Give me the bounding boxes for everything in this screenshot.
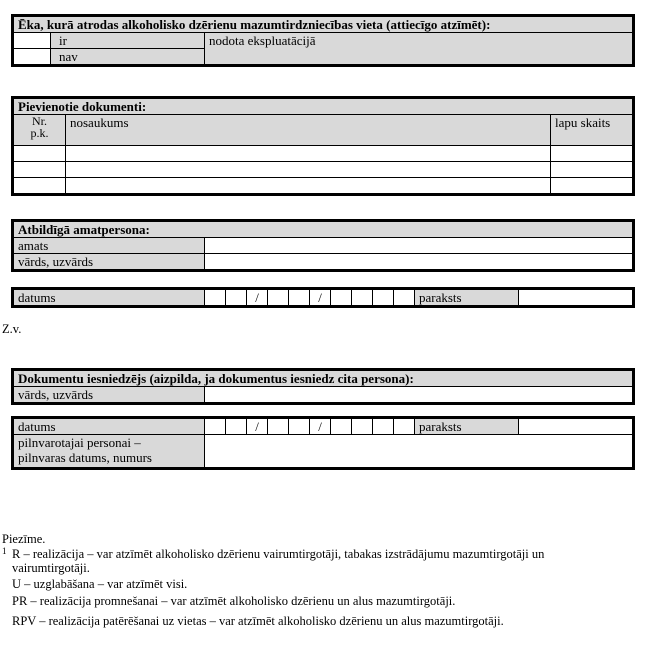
field-submitter-paraksts[interactable] [519, 419, 633, 435]
row1-name[interactable] [66, 146, 551, 162]
label-nodota: nodota ekspluatācijā [205, 33, 633, 65]
checkbox-ir[interactable] [14, 33, 51, 49]
note-rpv: RPV – realizācija patērēšanai uz vietas – var atzīmēt alkoholisko dzērienu un alus mazumtirgotāji. [12, 614, 504, 628]
label-pilnvaras-line1: pilnvarotajai personai – [18, 435, 141, 450]
label-paraksts: paraksts [415, 290, 519, 306]
label-amats: amats [14, 238, 205, 254]
label-nav: nav [51, 49, 205, 65]
field-paraksts[interactable] [519, 290, 633, 306]
row3-pages[interactable] [551, 178, 633, 194]
date-year-3[interactable] [373, 290, 394, 306]
sdate-year-4[interactable] [394, 419, 415, 435]
row1-pages[interactable] [551, 146, 633, 162]
col-pk-label: p.k. [30, 126, 49, 140]
row2-pages[interactable] [551, 162, 633, 178]
label-submitter-vards: vārds, uzvārds [14, 387, 205, 403]
label-submitter-paraksts: paraksts [415, 419, 519, 435]
submitter-section [11, 368, 635, 405]
row2-name[interactable] [66, 162, 551, 178]
note-r-line1: R – realizācija – var atzīmēt alkoholisko dzērienu vairumtirgotāji, tabakas izstrādājumu mazumtirgotāji un [12, 547, 545, 561]
col-lapu-skaits: lapu skaits [551, 115, 633, 146]
table-row [14, 178, 633, 194]
date-year-4[interactable] [394, 290, 415, 306]
label-vards: vārds, uzvārds [14, 254, 205, 270]
responsible-official-section [11, 219, 635, 272]
date-slash-2: / [310, 290, 331, 306]
col-nosaukums: nosaukums [66, 115, 551, 146]
field-amats[interactable] [205, 238, 633, 254]
sdate-year-2[interactable] [352, 419, 373, 435]
col-nr-pk [14, 115, 66, 146]
date-month-2[interactable] [289, 290, 310, 306]
note-u: U – uzglabāšana – var atzīmēt visi. [12, 577, 188, 591]
sdate-day-2[interactable] [226, 419, 247, 435]
field-vards[interactable] [205, 254, 633, 270]
sdate-year-1[interactable] [331, 419, 352, 435]
table-row [14, 146, 633, 162]
note-r-line2: vairumtirgotāji. [12, 561, 90, 575]
field-pilnvaras[interactable] [205, 435, 633, 468]
row2-nr[interactable] [14, 162, 66, 178]
official-date-signature-row [11, 287, 635, 308]
sdate-month-1[interactable] [268, 419, 289, 435]
date-month-1[interactable] [268, 290, 289, 306]
building-status-title: Ēka, kurā atrodas alkoholisko dzērienu mazumtirdzniecības vieta (attiecīgo atzīmēt): [14, 17, 633, 33]
sdate-year-3[interactable] [373, 419, 394, 435]
note-title: Piezīme. [2, 532, 46, 546]
row3-nr[interactable] [14, 178, 66, 194]
field-submitter-vards[interactable] [205, 387, 633, 403]
date-year-1[interactable] [331, 290, 352, 306]
label-pilnvaras [14, 435, 205, 468]
seal-placeholder: Z.v. [2, 322, 22, 336]
date-year-2[interactable] [352, 290, 373, 306]
row1-nr[interactable] [14, 146, 66, 162]
label-pilnvaras-line2: pilnvaras datums, numurs [18, 450, 152, 465]
submitter-date-signature-row [11, 416, 635, 470]
label-ir: ir [51, 33, 205, 49]
responsible-official-title: Atbildīgā amatpersona: [14, 222, 633, 238]
attached-documents-title: Pievienotie dokumenti: [14, 99, 633, 115]
attached-documents-section [11, 96, 635, 196]
building-status-section [11, 14, 635, 67]
sdate-slash-2: / [310, 419, 331, 435]
table-row [14, 162, 633, 178]
row3-name[interactable] [66, 178, 551, 194]
date-day-2[interactable] [226, 290, 247, 306]
sdate-month-2[interactable] [289, 419, 310, 435]
col-nr-label: Nr. [32, 114, 47, 128]
date-day-1[interactable] [205, 290, 226, 306]
checkbox-nav[interactable] [14, 49, 51, 65]
sdate-day-1[interactable] [205, 419, 226, 435]
sdate-slash-1: / [247, 419, 268, 435]
note-pr: PR – realizācija promnešanai – var atzīmēt alkoholisko dzērienu un alus mazumtirgotāji. [12, 594, 456, 608]
label-datums: datums [14, 290, 205, 306]
submitter-title: Dokumentu iesniedzējs (aizpilda, ja dokumentus iesniedz cita persona): [14, 371, 633, 387]
label-submitter-datums: datums [14, 419, 205, 435]
date-slash-1: / [247, 290, 268, 306]
note-superscript: 1 [2, 546, 7, 556]
